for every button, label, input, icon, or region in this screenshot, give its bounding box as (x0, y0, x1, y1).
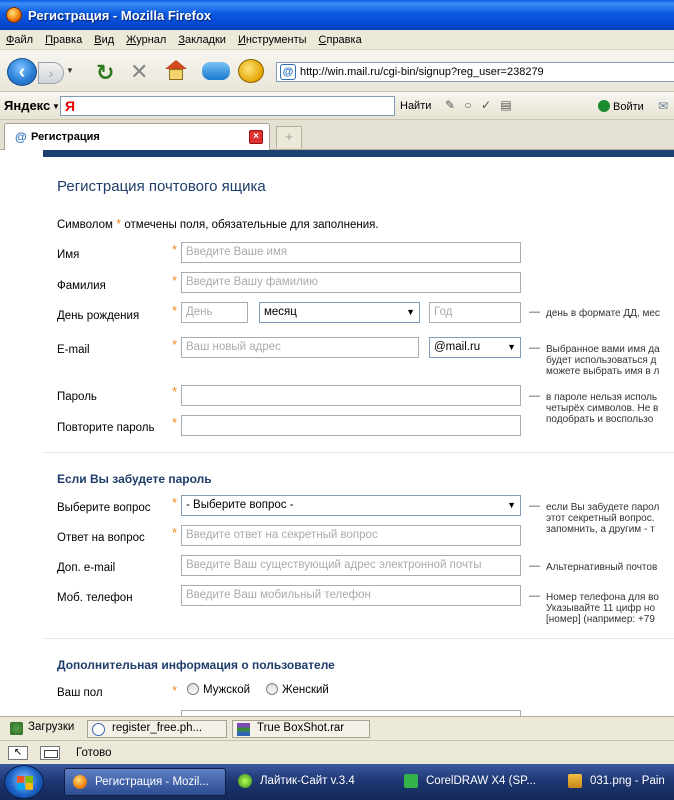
windows-logo-icon (17, 776, 33, 790)
taskbar-item-laitik[interactable]: Лайтик-Сайт v.3.4 (230, 768, 390, 796)
answer-input[interactable]: Введите ответ на секретный вопрос (181, 525, 521, 546)
menu-help[interactable]: Справка (318, 33, 362, 46)
page-viewport: Регистрация почтового ящика Символом * отмечены поля, обязательные для заполнения. Имя * Введите Ваше имя Фамилия * Введите Вашу фамилию День рождения * День месяц ▼ Год — день в формате ДД, мес E-mail * Ваш новый адрес @mail.ru ▼ — Выбранное вами имя да будет использоваться д можете выбрать имя в л Пароль * — в пароле нельзя исполь четырёх символов. Не в подобрать и воспользо Повторите пароль * Если Вы забудете пароль Выберите вопрос * - Выберите вопрос - ▼ — если Вы забудете парол этот секретный вопрос. запомнить, а другим - т Ответ на вопрос * Введите ответ на секретный вопрос Доп. e-mail Введите Ваш существующий адрес электронной почты — Альтернативный почтов Моб. телефон Введите Ваш мобильный телефон — Номер телефона для во Указывайте 11 цифр но [номер] (например: +79 Дополнительная информация о пользователе Ваш пол * Мужской Женский (0, 150, 674, 716)
addon-icon[interactable] (238, 59, 264, 83)
birthday-label: День рождения (57, 310, 140, 322)
address-url[interactable]: http://win.mail.ru/cgi-bin/signup?reg_user=238279 (300, 66, 544, 78)
gender-male-option[interactable]: Мужской (187, 683, 250, 696)
question-hint-line2: этот секретный вопрос. (546, 513, 655, 524)
yandex-find-button[interactable]: Найти (400, 100, 432, 112)
birthday-required-star: * (172, 303, 178, 318)
email-label: E-mail (57, 344, 90, 356)
gender-required-star: * (172, 683, 178, 698)
downloads-bar (0, 716, 674, 740)
email-input[interactable]: Ваш новый адрес (181, 337, 419, 358)
mail-icon[interactable]: ✉ (658, 99, 669, 113)
yandex-dropdown-icon[interactable]: ▼ (52, 102, 60, 111)
answer-label: Ответ на вопрос (57, 532, 145, 544)
address-bar[interactable] (276, 62, 674, 82)
tab-label: Регистрация (31, 131, 100, 143)
download-item-boxshot[interactable]: True BoxShot.rar (232, 720, 370, 738)
stop-icon[interactable]: ✕ (130, 59, 149, 84)
email-hint-line1: Выбранное вами имя да (546, 344, 660, 355)
email-hint-line3: можете выбрать имя в л (546, 366, 660, 377)
phone-input[interactable]: Введите Ваш мобильный телефон (181, 585, 521, 606)
firefox-icon (6, 7, 22, 23)
gender-female-option[interactable]: Женский (266, 683, 329, 696)
paint-icon (568, 774, 582, 788)
menu-view[interactable]: Вид (94, 33, 115, 46)
tab-at-icon: @ (15, 130, 27, 144)
menu-history[interactable]: Журнал (126, 33, 167, 46)
password-label: Пароль (57, 391, 97, 403)
home-icon[interactable] (165, 60, 187, 80)
navigation-toolbar (0, 50, 674, 92)
taskbar-item-paint[interactable]: 031.png - Pain (560, 768, 674, 796)
birthday-hint: день в формате ДД, мес (546, 308, 660, 319)
phone-label: Моб. телефон (57, 592, 133, 604)
gender-label: Ваш пол (57, 687, 103, 699)
question-label: Выберите вопрос (57, 502, 151, 514)
php-file-icon (92, 723, 105, 736)
question-hint-line1: если Вы забудете парол (546, 502, 660, 513)
required-star: * (116, 216, 122, 231)
section-divider (43, 452, 674, 453)
password-repeat-required-star: * (172, 415, 178, 430)
new-tab-button[interactable]: + (276, 126, 302, 148)
password-hint-line1: в пароле нельзя исполь (546, 392, 658, 403)
chevron-down-icon: ▼ (507, 500, 516, 510)
surname-input[interactable]: Введите Вашу фамилию (181, 272, 521, 293)
password-hint-line3: подобрать и воспользо (546, 414, 654, 425)
downloads-button[interactable]: Загрузки (6, 720, 78, 738)
yandex-tool-icons[interactable]: ✎ ○ ✓ ▤ (445, 98, 515, 112)
surname-label: Фамилия (57, 280, 106, 292)
question-required-star: * (172, 495, 178, 510)
yandex-login-button[interactable]: Войти (598, 100, 644, 113)
name-input[interactable]: Введите Ваше имя (181, 242, 521, 263)
menu-bookmarks[interactable]: Закладки (178, 33, 226, 46)
login-icon (598, 100, 610, 112)
birthday-month-select[interactable]: месяц ▼ (259, 302, 420, 323)
chevron-down-icon: ▼ (507, 342, 516, 352)
cursor-icon[interactable]: ↖ (8, 746, 28, 760)
extra-section-title: Дополнительная информация о пользователе (57, 658, 335, 672)
taskbar-item-firefox[interactable]: Регистрация - Mozil... (64, 768, 226, 796)
password-input[interactable] (181, 385, 521, 406)
page-title: Регистрация почтового ящика (57, 178, 266, 195)
coreldraw-icon (404, 774, 418, 788)
name-label: Имя (57, 249, 80, 261)
laitik-icon (238, 774, 252, 788)
firefox-icon (73, 775, 87, 789)
history-dropdown-icon[interactable]: ▼ (66, 66, 74, 75)
window-title: Регистрация - Mozilla Firefox (28, 7, 212, 23)
rar-archive-icon (237, 723, 250, 736)
extension-icon[interactable] (202, 62, 230, 80)
status-text: Готово (76, 747, 112, 759)
tab-close-icon[interactable]: × (249, 130, 263, 144)
yandex-logo[interactable]: Яндекс (4, 98, 51, 113)
chevron-down-icon: ▼ (406, 307, 415, 317)
email-hint-line2: будет использоваться д (546, 355, 657, 366)
tab-strip (0, 120, 674, 150)
yandex-toolbar (0, 92, 674, 120)
name-required-star: * (172, 242, 178, 257)
header-stripe (43, 150, 674, 157)
start-button[interactable] (4, 765, 44, 799)
site-at-icon: @ (280, 64, 296, 80)
tab-registration[interactable] (4, 123, 270, 150)
alt-email-hint: Альтернативный почтов (546, 562, 658, 573)
window-icon[interactable] (40, 746, 60, 760)
female-radio[interactable] (266, 683, 278, 695)
password-repeat-label: Повторите пароль (57, 422, 155, 434)
question-hint-line3: запомнить, а другим - т (546, 524, 655, 535)
password-hint-line2: четырёх символов. Не в (546, 403, 659, 414)
alt-email-input[interactable]: Введите Ваш существующий адрес электронной почты (181, 555, 521, 576)
password-repeat-input[interactable] (181, 415, 521, 436)
answer-required-star: * (172, 525, 178, 540)
menu-bar (0, 30, 674, 50)
forward-arrow-icon[interactable]: › (38, 62, 64, 84)
email-required-star: * (172, 337, 178, 352)
phone-hint-line2: Указывайте 11 цифр но (546, 603, 655, 614)
birthday-year-input[interactable]: Год (429, 302, 521, 323)
section-divider (43, 638, 674, 639)
download-item-register[interactable]: register_free.ph... (87, 720, 227, 738)
taskbar (0, 764, 674, 800)
back-arrow-icon[interactable]: ‹ (7, 58, 37, 86)
menu-file[interactable]: Файл (6, 33, 34, 46)
menu-edit[interactable]: Правка (45, 33, 83, 46)
menu-tools[interactable]: Инструменты (237, 33, 307, 46)
question-select[interactable]: - Выберите вопрос - ▼ (181, 495, 521, 516)
yandex-search-input[interactable]: Я (60, 96, 395, 116)
phone-hint-line1: Номер телефона для во (546, 592, 659, 603)
recovery-section-title: Если Вы забудете пароль (57, 472, 212, 486)
window-title-bar (0, 0, 674, 30)
male-radio[interactable] (187, 683, 199, 695)
reload-icon[interactable]: ↻ (96, 60, 115, 85)
surname-required-star: * (172, 273, 178, 288)
taskbar-item-coreldraw[interactable]: CorelDRAW X4 (SP... (396, 768, 556, 796)
status-bar (0, 740, 674, 764)
downloads-icon (10, 722, 23, 735)
phone-hint-line3: [номер] (например: +79 (546, 614, 655, 625)
birthday-day-input[interactable]: День (181, 302, 248, 323)
password-required-star: * (172, 384, 178, 399)
alt-email-label: Доп. e-mail (57, 562, 116, 574)
email-domain-select[interactable]: @mail.ru ▼ (429, 337, 521, 358)
required-note: Символом * отмечены поля, обязательные для заполнения. (57, 216, 379, 231)
